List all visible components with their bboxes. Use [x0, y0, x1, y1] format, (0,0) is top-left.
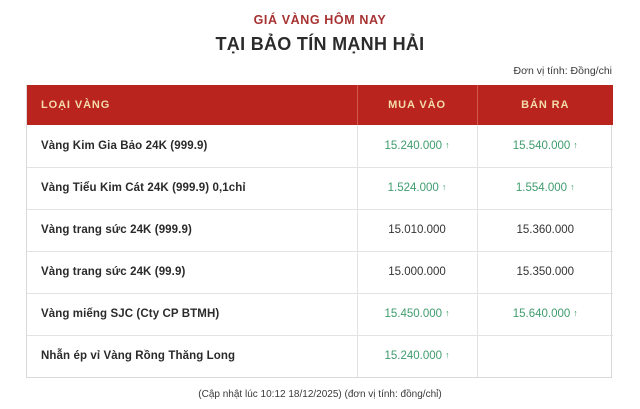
- cell-sell-price: [477, 167, 613, 209]
- cell-sell-price-value: 15.350.000: [516, 266, 575, 278]
- cell-gold-type: Vàng trang sức 24K (99.9): [27, 251, 357, 293]
- cell-buy-price: [357, 293, 477, 335]
- cell-gold-type: Vàng trang sức 24K (999.9): [27, 209, 357, 251]
- cell-sell-price: [477, 209, 613, 251]
- arrow-up-icon: ↑: [573, 139, 578, 150]
- table-row: [27, 209, 613, 251]
- gold-price-table-container: [26, 85, 612, 378]
- page-title: GIÁ VÀNG HÔM NAY: [253, 13, 387, 27]
- cell-sell-price-value: 15.640.000: [512, 308, 571, 320]
- arrow-up-icon: ↑: [445, 308, 450, 318]
- cell-sell-price: [477, 293, 613, 335]
- arrow-up-icon: ↑: [441, 182, 447, 192]
- cell-gold-type: Nhẫn ép vỉ Vàng Rồng Thăng Long: [27, 335, 357, 377]
- arrow-up-icon: ↑: [570, 182, 575, 192]
- cell-buy-price: [357, 251, 477, 293]
- cell-sell-price: [477, 125, 613, 167]
- table-row: [27, 125, 613, 167]
- table-row: [27, 293, 613, 335]
- arrow-up-icon: ↑: [445, 139, 450, 150]
- table-header: [27, 85, 613, 125]
- cell-buy-price: [357, 335, 477, 377]
- cell-buy-price: [357, 125, 477, 167]
- gold-price-table: [27, 85, 613, 377]
- table-row: [27, 167, 613, 209]
- column-header-buy: MUA VÀO: [357, 85, 477, 125]
- table-row: [27, 335, 613, 377]
- cell-sell-price-value: 15.360.000: [516, 224, 575, 236]
- cell-sell-price-value: 15.540.000: [512, 139, 571, 152]
- cell-buy-price-value: 15.240.000: [384, 139, 443, 152]
- cell-buy-price-value: 15.240.000: [384, 350, 443, 363]
- cell-buy-price: [357, 209, 477, 251]
- cell-buy-price-value: 15.450.000: [384, 308, 443, 320]
- column-header-sell: BÁN RA: [477, 85, 613, 125]
- cell-gold-type: Vàng Tiểu Kim Cát 24K (999.9) 0,1chỉ: [27, 167, 357, 209]
- cell-buy-price-value: 15.010.000: [388, 224, 446, 236]
- cell-gold-type: Vàng miếng SJC (Cty CP BTMH): [27, 293, 357, 335]
- cell-buy-price: [357, 167, 477, 209]
- cell-buy-price-value: 1.524.000: [387, 182, 439, 194]
- cell-sell-price: [477, 335, 613, 377]
- column-header-type: LOẠI VÀNG: [27, 85, 357, 125]
- page-header: [0, 0, 640, 56]
- update-timestamp: (Cập nhật lúc 10:12 18/12/2025) (đơn vị tính: đồng/chỉ): [198, 389, 442, 400]
- table-row: [27, 251, 613, 293]
- cell-buy-price-value: 15.000.000: [388, 266, 446, 278]
- page-subtitle: TẠI BẢO TÍN MẠNH HẢI: [215, 34, 425, 54]
- cell-sell-price: [477, 251, 613, 293]
- cell-gold-type: Vàng Kim Gia Bảo 24K (999.9): [27, 125, 357, 167]
- arrow-up-icon: ↑: [445, 350, 450, 361]
- unit-label: Đơn vị tính: Đồng/chi: [513, 65, 612, 77]
- table-header-row: [27, 85, 613, 125]
- cell-sell-price-value: 1.554.000: [515, 182, 568, 194]
- table-body: [27, 125, 613, 377]
- arrow-up-icon: ↑: [573, 308, 578, 318]
